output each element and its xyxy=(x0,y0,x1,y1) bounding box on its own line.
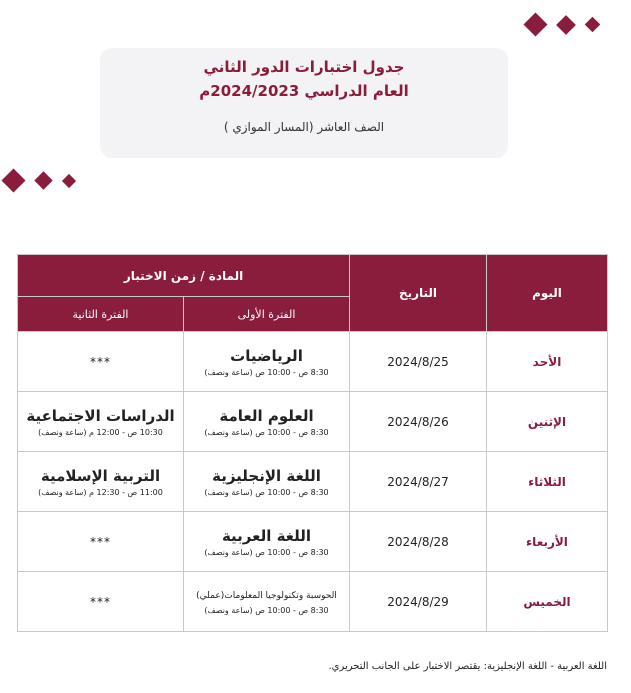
day-cell: الأحد xyxy=(487,332,608,392)
subject-name: اللغة الإنجليزية xyxy=(212,466,321,485)
table-row xyxy=(18,452,608,512)
decorative-diamonds-left xyxy=(5,172,74,189)
decorative-diamonds-top xyxy=(527,16,598,33)
table-row xyxy=(18,572,608,632)
date-cell: 2024/8/25 xyxy=(350,332,487,392)
period-1-cell xyxy=(184,332,350,392)
header-subject-time: المادة / زمن الاختبار xyxy=(18,255,350,297)
date-cell: 2024/8/28 xyxy=(350,512,487,572)
period-2-cell xyxy=(18,572,184,632)
exam-time: 8:30 ص - 10:00 ص (ساعة ونصف) xyxy=(204,487,329,497)
date-cell: 2024/8/26 xyxy=(350,392,487,452)
header-date: التاريخ xyxy=(350,255,487,332)
no-exam-marker: *** xyxy=(90,354,111,369)
table-row xyxy=(18,512,608,572)
day-cell: الخميس xyxy=(487,572,608,632)
subject-name: الدراسات الاجتماعية xyxy=(26,406,175,425)
exam-time: 8:30 ص - 10:00 ص (ساعة ونصف) xyxy=(204,367,329,377)
period-1-cell xyxy=(184,512,350,572)
title-card xyxy=(100,48,508,158)
no-exam-marker: *** xyxy=(90,594,111,609)
table-row xyxy=(18,392,608,452)
header-period-2: الفترة الثانية xyxy=(18,297,184,332)
no-exam-marker: *** xyxy=(90,534,111,549)
exam-time: 10:30 ص - 12:00 م (ساعة ونصف) xyxy=(38,427,163,437)
diamond-icon xyxy=(34,171,52,189)
diamond-icon xyxy=(1,168,25,192)
period-2-cell xyxy=(18,392,184,452)
exam-time: 11:00 ص - 12:30 م (ساعة ونصف) xyxy=(38,487,163,497)
subject-name: التربية الإسلامية xyxy=(40,466,161,485)
period-2-cell xyxy=(18,512,184,572)
diamond-icon xyxy=(585,17,601,33)
subject-name: العلوم العامة xyxy=(219,406,314,425)
period-1-cell xyxy=(184,392,350,452)
footnote: اللغة العربية - اللغة الإنجليزية: يقتصر الاختبار على الجانب التحريري. xyxy=(328,661,607,672)
header-period-1: الفترة الأولى xyxy=(184,297,350,332)
page-title: جدول اختبارات الدور الثاني xyxy=(203,58,405,76)
period-1-cell xyxy=(184,452,350,512)
diamond-icon xyxy=(62,173,76,187)
diamond-icon xyxy=(556,15,576,35)
table-row xyxy=(18,332,608,392)
academic-year: العام الدراسي 2024/2023م xyxy=(199,82,409,100)
diamond-icon xyxy=(523,12,547,36)
date-cell: 2024/8/29 xyxy=(350,572,487,632)
period-2-cell xyxy=(18,332,184,392)
day-cell: الثلاثاء xyxy=(487,452,608,512)
exam-time: 8:30 ص - 10:00 ص (ساعة ونصف) xyxy=(204,605,329,615)
exam-time: 8:30 ص - 10:00 ص (ساعة ونصف) xyxy=(204,547,329,557)
exam-schedule-table xyxy=(17,254,608,632)
period-1-cell xyxy=(184,572,350,632)
day-cell: الإثنين xyxy=(487,392,608,452)
grade-label: الصف العاشر (المسار الموازي ) xyxy=(223,120,385,134)
exam-time: 8:30 ص - 10:00 ص (ساعة ونصف) xyxy=(204,427,329,437)
subject-name: الرياضيات xyxy=(230,346,303,365)
subject-name: الحوسبة وتكنولوجيا المعلومات(عملي) xyxy=(196,590,337,601)
date-cell: 2024/8/27 xyxy=(350,452,487,512)
header-day: اليوم xyxy=(487,255,608,332)
subject-name: اللغة العربية xyxy=(221,526,312,545)
period-2-cell xyxy=(18,452,184,512)
day-cell: الأربعاء xyxy=(487,512,608,572)
